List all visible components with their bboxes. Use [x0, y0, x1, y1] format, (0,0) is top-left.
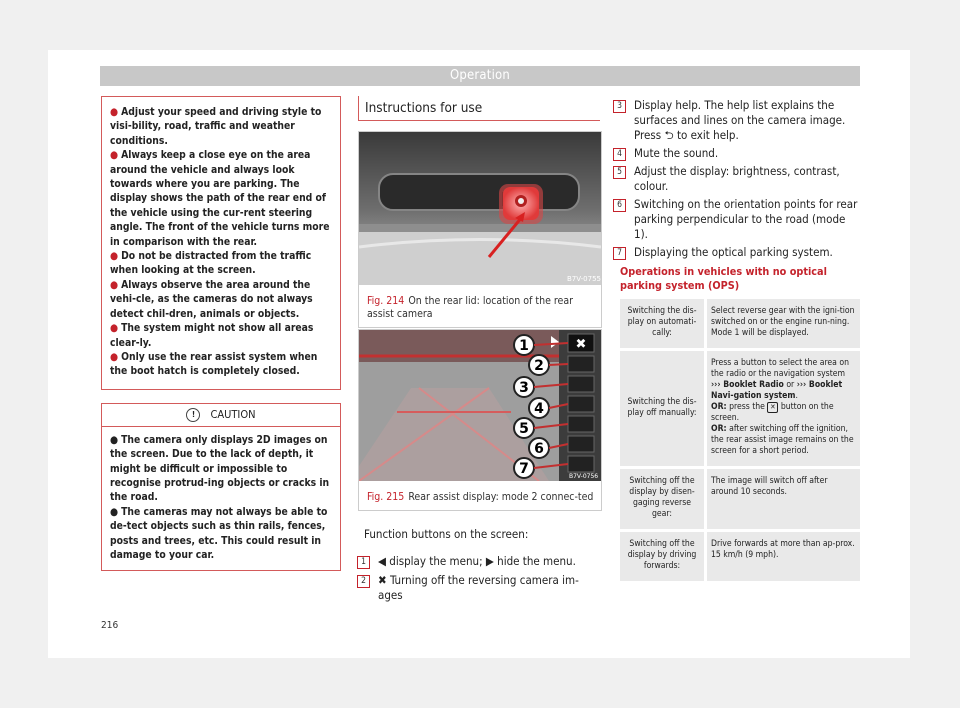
caution-item: ● The camera only displays 2D images on the screen. Due to the lack of depth, it might be difficult or impossible to recognise protrud-ing objects or cracks in the road.	[110, 433, 330, 504]
ops-table	[620, 299, 860, 584]
svg-text:3: 3	[519, 380, 529, 396]
number-badge: 4	[613, 148, 626, 161]
function-item: 3 Display help. The help list explains the surfaces and lines on the camera image. Press ⮌ to exit help.	[620, 98, 862, 143]
page-number: 216	[101, 620, 119, 631]
svg-text:7: 7	[519, 461, 529, 477]
menu-left-icon: ◀	[378, 554, 386, 568]
figure-caption: Fig. 214 On the rear lid: location of the rear assist camera	[367, 295, 574, 320]
function-item: 5 Adjust the display: brightness, contrast, colour.	[620, 164, 862, 194]
rear-lid-camera-image	[359, 132, 601, 285]
function-item: 7 Displaying the optical parking system.	[620, 245, 862, 260]
table-row	[620, 350, 860, 468]
bullet-icon: ●	[110, 350, 119, 363]
function-intro: Function buttons on the screen:	[364, 527, 529, 541]
svg-text:✖: ✖	[575, 337, 587, 352]
figure-214	[358, 131, 602, 328]
figure-code: B7V-0756	[569, 473, 599, 480]
caution-body	[102, 427, 340, 571]
function-item: 4 Mute the sound.	[620, 146, 862, 161]
bullet-icon: ●	[110, 250, 119, 263]
bullet-icon: ●	[110, 278, 119, 291]
table-cell-value: Drive forwards at more than ap-prox. 15 km/h (9 mph).	[706, 531, 861, 583]
figure-caption: Fig. 215 Rear assist display: mode 2 connec-ted	[367, 491, 594, 503]
svg-text:6: 6	[534, 441, 544, 457]
section-title: Instructions for use	[358, 96, 600, 121]
table-cell-label: Switching off the display by driving forwards:	[620, 531, 706, 583]
table-cell-label: Switching the dis-play on automati-cally:	[620, 299, 706, 350]
bullet-icon: ●	[110, 505, 119, 518]
warning-item: ● Always observe the area around the vehi-cle, as the cameras do not always detect chil-dren, animals or objects.	[110, 278, 313, 320]
bullet-icon: ●	[110, 106, 119, 118]
function-list	[361, 527, 600, 607]
number-badge: 6	[613, 199, 626, 212]
number-badge: 7	[613, 247, 626, 260]
number-badge: 5	[613, 166, 626, 179]
warning-item: ● Only use the rear assist system when the boot hatch is completely closed.	[110, 350, 318, 378]
number-badge: 3	[613, 100, 626, 113]
function-item: 6 Switching on the orientation points for rear parking perpendicular to the road (mode 1).	[620, 197, 862, 242]
warning-item: ● Always keep a close eye on the area around the vehicle and always look towards where you are parking. The display shows the path of the rear end of the vehicle using the cur-rent steering angle. The front of the vehicle turns more in comparison with the rear.	[110, 149, 330, 248]
table-row	[620, 468, 860, 531]
table-row	[620, 299, 860, 350]
rear-assist-display-image	[359, 330, 601, 481]
right-column	[617, 98, 862, 584]
table-cell-value: Press a button to select the area on the radio or the navigation system ››› Booklet Radio or ››› Booklet Navi-gation system. OR: press the ✕ button on the screen. OR: after switching off the ignition, the rear assist image remains on the screen for a short period.	[706, 350, 861, 468]
table-cell-label: Switching off the display by disen-gaging reverse gear:	[620, 468, 706, 531]
warning-item: ● Do not be distracted from the traffic when looking at the screen.	[110, 250, 312, 277]
number-badge: 1	[357, 556, 370, 569]
close-button-icon: ✕	[767, 402, 778, 413]
caution-item: ● The cameras may not always be able to de-tect objects such as thin rails, fences, posts and trees, etc. This could result in damage to your car.	[110, 505, 328, 561]
svg-text:2: 2	[534, 358, 544, 374]
function-item: 1 ◀ display the menu; ▶ hide the menu.	[364, 554, 600, 569]
ops-heading: Operations in vehicles with no optical parking system (OPS)	[620, 265, 827, 292]
figure-code: B7V-0755	[567, 275, 601, 283]
table-cell-label: Switching the dis-play off manually:	[620, 350, 706, 468]
function-item: 2 ✖ Turning off the reversing camera im-ages	[364, 573, 600, 603]
left-column	[101, 96, 341, 571]
svg-text:5: 5	[519, 421, 529, 437]
caution-header	[102, 404, 340, 427]
table-cell-value: The image will switch off after around 10 seconds.	[706, 468, 861, 531]
caution-icon: !	[186, 408, 200, 422]
table-cell-value: Select reverse gear with the igni-tion switched on or the engine run-ning. Mode 1 will be displayed.	[706, 299, 861, 350]
svg-text:4: 4	[534, 401, 544, 417]
warning-item: ● The system might not show all areas clear-ly.	[110, 322, 314, 349]
caution-box	[101, 403, 341, 572]
figure-215	[358, 329, 602, 511]
table-row	[620, 531, 860, 583]
close-icon: ✖	[378, 573, 387, 587]
number-badge: 2	[357, 575, 370, 588]
warning-item: ● Adjust your speed and driving style to visi-bility, road, traffic and weather conditions.	[110, 106, 322, 147]
svg-text:1: 1	[519, 338, 529, 354]
bullet-icon: ●	[110, 433, 119, 446]
bullet-icon: ●	[110, 322, 119, 335]
caution-title: CAUTION	[210, 408, 256, 422]
middle-column	[358, 96, 600, 121]
warning-box	[101, 96, 341, 390]
bullet-icon: ●	[110, 149, 119, 162]
page-header: Operation	[100, 66, 860, 86]
